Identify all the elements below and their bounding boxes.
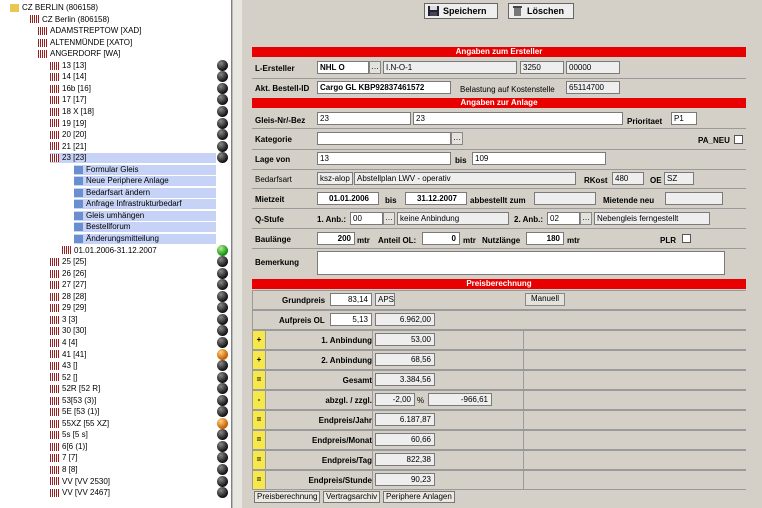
bemerkung-label: Bemerkung xyxy=(255,258,300,267)
tree-node[interactable] xyxy=(50,130,86,140)
menu-item-icon xyxy=(74,235,83,243)
anb1-code-field[interactable]: 00 xyxy=(350,212,383,225)
track-icon xyxy=(50,270,59,278)
tree-node[interactable] xyxy=(50,107,94,117)
tree-node-label: 17 [17] xyxy=(62,95,87,105)
track-icon xyxy=(50,477,59,485)
status-dot-icon xyxy=(217,337,228,348)
tree-node[interactable] xyxy=(50,350,86,360)
aufpreis-total: 6.962,00 xyxy=(375,313,435,326)
track-icon xyxy=(50,131,59,139)
grundpreis-unit: APS xyxy=(375,293,395,306)
price-row-label: abzgl. / zzgl. xyxy=(325,396,372,405)
anteil-ol-field[interactable]: 0 xyxy=(422,232,460,245)
trash-icon xyxy=(512,6,523,16)
status-dot-icon xyxy=(217,314,228,325)
tree-node[interactable] xyxy=(50,442,87,452)
delete-button[interactable] xyxy=(508,3,574,19)
price-row-label: Endpreis/Jahr xyxy=(318,416,372,425)
tree-context-item[interactable] xyxy=(74,188,216,198)
status-dot-icon xyxy=(217,302,228,313)
track-icon xyxy=(38,50,47,58)
tree-node-label: 25 [25] xyxy=(62,257,87,267)
status-dot-icon xyxy=(217,441,228,452)
status-dot-icon xyxy=(217,129,228,140)
tree-node-label: Änderungsmitteilung xyxy=(86,234,159,243)
lage-label: Lage von xyxy=(255,155,291,164)
price-row xyxy=(252,410,746,429)
tree-node-label: 27 [27] xyxy=(62,280,87,290)
tree-node-label: 55XZ [55 XZ] xyxy=(62,418,110,428)
menu-item-icon xyxy=(74,189,83,197)
tree-node[interactable] xyxy=(50,430,88,440)
status-dot-icon xyxy=(217,395,228,406)
track-icon xyxy=(50,350,59,358)
aufpreis-field[interactable]: 5,13 xyxy=(330,313,372,326)
tree-node-label: 52R [52 R] xyxy=(62,384,101,394)
l-ersteller-num2-field[interactable]: 00000 xyxy=(566,61,620,74)
price-row-label: 1. Anbindung xyxy=(321,336,372,345)
tree-node-label: 5s [5 s] xyxy=(62,430,88,440)
status-dot-icon xyxy=(217,152,228,163)
tree-node-label: 14 [14] xyxy=(62,72,87,82)
status-dot-icon xyxy=(217,256,228,267)
tree-node-label: 13 [13] xyxy=(62,60,87,70)
price-row xyxy=(252,430,746,449)
mietzeit-bis-label: bis xyxy=(385,196,397,205)
tree-node[interactable] xyxy=(50,465,78,475)
price-sign: = xyxy=(253,411,265,429)
tree-node-label: 26 [26] xyxy=(62,268,87,278)
track-icon xyxy=(50,96,59,104)
track-icon xyxy=(62,246,71,254)
status-dot-icon xyxy=(217,71,228,82)
tree-node[interactable] xyxy=(38,26,141,36)
grundpreis-label: Grundpreis xyxy=(282,296,326,305)
status-dot-icon xyxy=(217,418,228,429)
tree-scrollbar[interactable] xyxy=(232,0,242,508)
track-icon xyxy=(50,397,59,405)
menu-item-icon xyxy=(74,223,83,231)
track-icon xyxy=(50,385,59,393)
save-button[interactable] xyxy=(424,3,498,19)
tree-node[interactable] xyxy=(50,315,78,325)
mietzeit-von-field[interactable]: 01.01.2006 xyxy=(317,192,379,205)
price-grid xyxy=(252,290,746,490)
tree-node-label: 16b [16] xyxy=(62,83,91,93)
status-dot-icon xyxy=(217,349,228,360)
price-row-value: 822,38 xyxy=(375,453,435,466)
tree-node-label: 20 [20] xyxy=(62,130,87,140)
tree-node[interactable] xyxy=(50,326,86,336)
menu-item-icon xyxy=(74,177,83,185)
tree-node-label: Neue Periphere Anlage xyxy=(86,176,169,186)
track-icon xyxy=(50,466,59,474)
l-ersteller-field[interactable]: NHL O xyxy=(317,61,369,74)
status-dot-icon xyxy=(217,83,228,94)
price-row-value: 68,56 xyxy=(375,353,435,366)
mietzeit-bis-field[interactable]: 31.12.2007 xyxy=(405,192,467,205)
tree-node[interactable] xyxy=(50,119,86,129)
bedarfsart-code-field[interactable]: ksz-alop xyxy=(317,172,353,185)
tree-node[interactable] xyxy=(50,292,86,302)
tree-context-item[interactable] xyxy=(74,199,216,209)
tree-node[interactable] xyxy=(38,38,132,48)
manuell-button[interactable]: Manuell xyxy=(525,293,565,306)
gleis-nr-field[interactable]: 23 xyxy=(317,112,411,125)
section-header-ersteller: Angaben zum Ersteller xyxy=(252,47,746,57)
rkost-label: RKost xyxy=(584,176,608,185)
tree-node-label: 52 [] xyxy=(62,372,78,382)
status-dot-icon xyxy=(217,118,228,129)
belastung-label: Belastung auf Kostenstelle xyxy=(460,85,555,94)
tab-vertragsarchiv[interactable]: Vertragsarchiv xyxy=(323,491,380,503)
tree-node-label: 3 [3] xyxy=(62,314,78,324)
track-icon xyxy=(50,85,59,93)
tab-periphere-anlagen[interactable]: Periphere Anlagen xyxy=(383,491,455,503)
track-icon xyxy=(50,142,59,150)
tree-node[interactable] xyxy=(50,488,110,498)
tree-node-label: 7 [7] xyxy=(62,453,78,463)
qstufe-label: Q-Stufe xyxy=(255,215,284,224)
tree-node-label: 6[6 (1)] xyxy=(62,441,88,451)
percent-sign: % xyxy=(417,396,425,405)
kategorie-lookup-button[interactable]: … xyxy=(451,132,463,145)
tree-context-item[interactable] xyxy=(74,176,216,186)
tree-node-label: 21 [21] xyxy=(62,141,87,151)
status-dot-icon xyxy=(217,325,228,336)
grundpreis-field[interactable]: 83,14 xyxy=(330,293,372,306)
menu-item-icon xyxy=(74,166,83,174)
track-icon xyxy=(50,362,59,370)
track-icon xyxy=(50,293,59,301)
tree-node[interactable] xyxy=(50,257,86,267)
tree-node-label: 30 [30] xyxy=(62,326,87,336)
tree-node[interactable] xyxy=(50,153,216,163)
gleis-bez-field[interactable]: 23 xyxy=(413,112,623,125)
track-icon xyxy=(50,420,59,428)
status-dot-icon xyxy=(217,141,228,152)
tree-node[interactable] xyxy=(50,419,109,429)
tree-node-label: 4 [4] xyxy=(62,337,78,347)
tree-node-label: 23 [23] xyxy=(62,153,87,163)
status-dot-icon xyxy=(217,291,228,302)
tree-node[interactable] xyxy=(30,15,110,25)
track-icon xyxy=(50,154,59,162)
tree-node-label: VV [VV 2530] xyxy=(62,476,111,486)
tree-node-label: Anfrage Infrastrukturbedarf xyxy=(86,199,182,209)
aufpreis-label: Aufpreis OL xyxy=(279,316,325,325)
mietende-field[interactable] xyxy=(665,192,723,205)
tree-node-label: CZ Berlin (806158) xyxy=(42,14,110,24)
l-ersteller-label: L-Ersteller xyxy=(255,64,295,73)
price-row-label: Gesamt xyxy=(342,376,372,385)
status-dot-icon xyxy=(217,464,228,475)
tree-node-label: 41 [41] xyxy=(62,349,87,359)
tree-node[interactable] xyxy=(50,269,86,279)
plr-checkbox[interactable] xyxy=(682,234,691,243)
bemerkung-textarea[interactable] xyxy=(317,251,725,275)
lage-bis-field[interactable]: 109 xyxy=(472,152,606,165)
baulaenge-field[interactable]: 200 xyxy=(317,232,355,245)
price-row-value: 53,00 xyxy=(375,333,435,346)
lage-bis-label: bis xyxy=(455,156,467,165)
status-dot-icon xyxy=(217,406,228,417)
tree-node-label: VV [VV 2467] xyxy=(62,488,111,498)
tree-node[interactable] xyxy=(50,338,78,348)
tree-node[interactable] xyxy=(50,384,100,394)
track-icon xyxy=(50,316,59,324)
price-row xyxy=(252,350,746,369)
pa-neu-label: PA_NEU xyxy=(698,136,730,145)
status-dot-icon xyxy=(217,106,228,117)
price-row-value: -2,00 xyxy=(375,393,415,406)
status-dot-icon xyxy=(217,60,228,71)
tree-node-label: 53[53 (3)] xyxy=(62,395,97,405)
anteil-ol-unit: mtr xyxy=(463,236,476,245)
tree-context-item[interactable] xyxy=(74,222,216,232)
tree-node-label: ADAMSTREPTOW [XAD] xyxy=(50,26,142,36)
bestell-id-field[interactable]: Cargo GL KBP92837461572 xyxy=(317,81,451,94)
navigation-tree[interactable] xyxy=(0,0,232,508)
tree-node-label: Formular Gleis xyxy=(86,164,139,174)
price-row xyxy=(252,450,746,469)
toolbar xyxy=(242,0,762,22)
track-icon xyxy=(50,443,59,451)
mietzeit-label: Mietzeit xyxy=(255,195,285,204)
bestell-id-label: Akt. Bestell-ID xyxy=(255,84,310,93)
anb2-label: 2. Anb.: xyxy=(514,215,544,224)
price-row-value: 6.187,87 xyxy=(375,413,435,426)
status-dot-icon xyxy=(217,245,228,256)
price-row xyxy=(252,470,746,489)
tab-preisberechnung[interactable]: Preisberechnung xyxy=(254,491,320,503)
tree-node[interactable] xyxy=(50,396,96,406)
status-dot-icon xyxy=(217,487,228,498)
status-dot-icon xyxy=(217,279,228,290)
section-header-anlage: Angaben zur Anlage xyxy=(252,98,746,108)
tree-node-label: 28 [28] xyxy=(62,291,87,301)
status-dot-icon xyxy=(217,94,228,105)
anteil-ol-label: Anteil OL: xyxy=(378,236,417,245)
anb1-text-field[interactable]: keine Anbindung xyxy=(397,212,509,225)
status-dot-icon xyxy=(217,383,228,394)
track-icon xyxy=(50,408,59,416)
tree-node-label: Gleis umhängen xyxy=(86,210,145,220)
track-icon xyxy=(50,73,59,81)
track-icon xyxy=(50,454,59,462)
track-icon xyxy=(50,304,59,312)
tree-node-label: 8 [8] xyxy=(62,465,78,474)
tree-node[interactable] xyxy=(50,453,78,463)
tree-node-label: CZ BERLIN (806158) xyxy=(22,3,99,12)
prioritaet-label: Prioritaet xyxy=(627,117,663,126)
price-sign: = xyxy=(253,451,265,469)
tree-context-item[interactable] xyxy=(74,234,216,244)
menu-item-icon xyxy=(74,212,83,220)
tree-node[interactable] xyxy=(50,84,91,94)
track-icon xyxy=(50,327,59,335)
rkost-field[interactable]: 480 xyxy=(612,172,644,185)
price-sign: = xyxy=(253,371,265,389)
bedarfsart-text-field[interactable]: Abstellplan LWV - operativ xyxy=(354,172,576,185)
status-dot-icon xyxy=(217,429,228,440)
tree-context-item[interactable] xyxy=(74,165,216,175)
track-icon xyxy=(50,258,59,266)
tree-node[interactable] xyxy=(50,373,78,383)
track-icon xyxy=(50,339,59,347)
l-ersteller-num1-field[interactable]: 3250 xyxy=(520,61,564,74)
lage-von-field[interactable]: 13 xyxy=(317,152,451,165)
price-row-label: 2. Anbindung xyxy=(321,356,372,365)
tree-node[interactable] xyxy=(50,361,78,371)
oe-field[interactable]: SZ xyxy=(664,172,694,185)
nutzlaenge-field[interactable]: 180 xyxy=(526,232,564,245)
status-dot-icon xyxy=(217,372,228,383)
track-icon xyxy=(50,281,59,289)
track-icon xyxy=(50,119,59,127)
price-row-label: Endpreis/Monat xyxy=(311,436,372,445)
tree-node-label: Bestellforum xyxy=(86,222,131,232)
prioritaet-select[interactable]: P1 xyxy=(671,112,697,125)
track-icon xyxy=(38,27,47,35)
tree-node[interactable] xyxy=(10,3,98,13)
menu-item-icon xyxy=(74,200,83,208)
price-row xyxy=(252,390,746,409)
price-sign: = xyxy=(253,431,265,449)
track-icon xyxy=(50,62,59,70)
save-label: Speichern xyxy=(443,6,487,16)
track-icon xyxy=(50,489,59,497)
tree-node[interactable] xyxy=(50,407,99,417)
tree-node[interactable] xyxy=(50,95,86,105)
tree-node[interactable] xyxy=(50,61,86,71)
kostenstelle-field[interactable]: 65114700 xyxy=(566,81,620,94)
price-sign: = xyxy=(253,471,265,489)
track-icon xyxy=(30,15,39,23)
price-row xyxy=(252,330,746,349)
track-icon xyxy=(10,4,19,12)
price-sign: + xyxy=(253,331,265,349)
price-row xyxy=(252,370,746,389)
oe-label: OE xyxy=(650,176,662,185)
abbestellt-label: abbestellt zum xyxy=(470,196,526,205)
tree-node[interactable] xyxy=(50,142,86,152)
price-sign: + xyxy=(253,351,265,369)
track-icon xyxy=(50,431,59,439)
anb2-code-field[interactable]: 02 xyxy=(547,212,580,225)
tree-node[interactable] xyxy=(50,280,86,290)
track-icon xyxy=(38,39,47,47)
track-icon xyxy=(50,108,59,116)
nutzlaenge-unit: mtr xyxy=(567,236,580,245)
baulaenge-label: Baulänge xyxy=(255,235,292,244)
price-row-value: 90,23 xyxy=(375,473,435,486)
section-header-preis: Preisberechnung xyxy=(252,279,746,289)
price-row-value: 3.384,56 xyxy=(375,373,435,386)
price-row-extra: -966,61 xyxy=(428,393,492,406)
tree-node-label: Bedarfsart ändern xyxy=(86,187,151,197)
status-dot-icon xyxy=(217,476,228,487)
tree-node-label: 43 [] xyxy=(62,361,78,371)
mietende-label: Mietende neu xyxy=(603,196,655,205)
tree-node[interactable] xyxy=(62,246,157,256)
tree-context-item[interactable] xyxy=(74,211,216,221)
kategorie-field[interactable] xyxy=(317,132,451,145)
price-row-value: 60,66 xyxy=(375,433,435,446)
abbestellt-field[interactable] xyxy=(534,192,596,205)
bedarfsart-label: Bedarfsart xyxy=(255,175,292,184)
tree-node-label: ALTENMÜNDE [XATO] xyxy=(50,37,133,47)
anb1-label: 1. Anb.: xyxy=(317,215,347,224)
price-row-label: Endpreis/Tag xyxy=(321,456,372,465)
status-dot-icon xyxy=(217,452,228,463)
status-dot-icon xyxy=(217,360,228,371)
tree-node[interactable] xyxy=(38,49,120,59)
anb2-lookup-button[interactable]: … xyxy=(580,212,592,225)
track-icon xyxy=(50,373,59,381)
delete-label: Löschen xyxy=(527,6,565,16)
l-ersteller-code-field[interactable]: I.N-O-1 xyxy=(383,61,517,74)
nutzlaenge-label: Nutzlänge xyxy=(482,236,521,245)
anb2-text-field[interactable]: Nebengleis ferngestellt xyxy=(594,212,710,225)
tree-node[interactable] xyxy=(50,72,86,82)
price-row-label: Endpreis/Stunde xyxy=(308,476,372,485)
pa-neu-checkbox[interactable] xyxy=(734,135,743,144)
floppy-disk-icon xyxy=(428,6,439,16)
tree-node-label: 19 [19] xyxy=(62,118,87,128)
tree-node-label: 01.01.2006-31.12.2007 xyxy=(74,245,157,255)
baulaenge-unit: mtr xyxy=(357,236,370,245)
tree-node[interactable] xyxy=(50,477,110,487)
tree-node-label: ANGERDORF [WA] xyxy=(50,49,121,59)
tree-node-label: 5E [53 (1)] xyxy=(62,407,100,417)
price-sign: - xyxy=(253,391,265,409)
gleis-label: Gleis-Nr/-Bez xyxy=(255,116,306,125)
tree-node-label: 29 [29] xyxy=(62,303,87,313)
kategorie-label: Kategorie xyxy=(255,135,292,144)
tree-node[interactable] xyxy=(50,303,86,313)
status-dot-icon xyxy=(217,268,228,279)
anb1-lookup-button[interactable]: … xyxy=(383,212,395,225)
tree-node-label: 18 X [18] xyxy=(62,106,95,116)
plr-label: PLR xyxy=(660,236,676,245)
l-ersteller-lookup-button[interactable]: … xyxy=(369,61,381,74)
